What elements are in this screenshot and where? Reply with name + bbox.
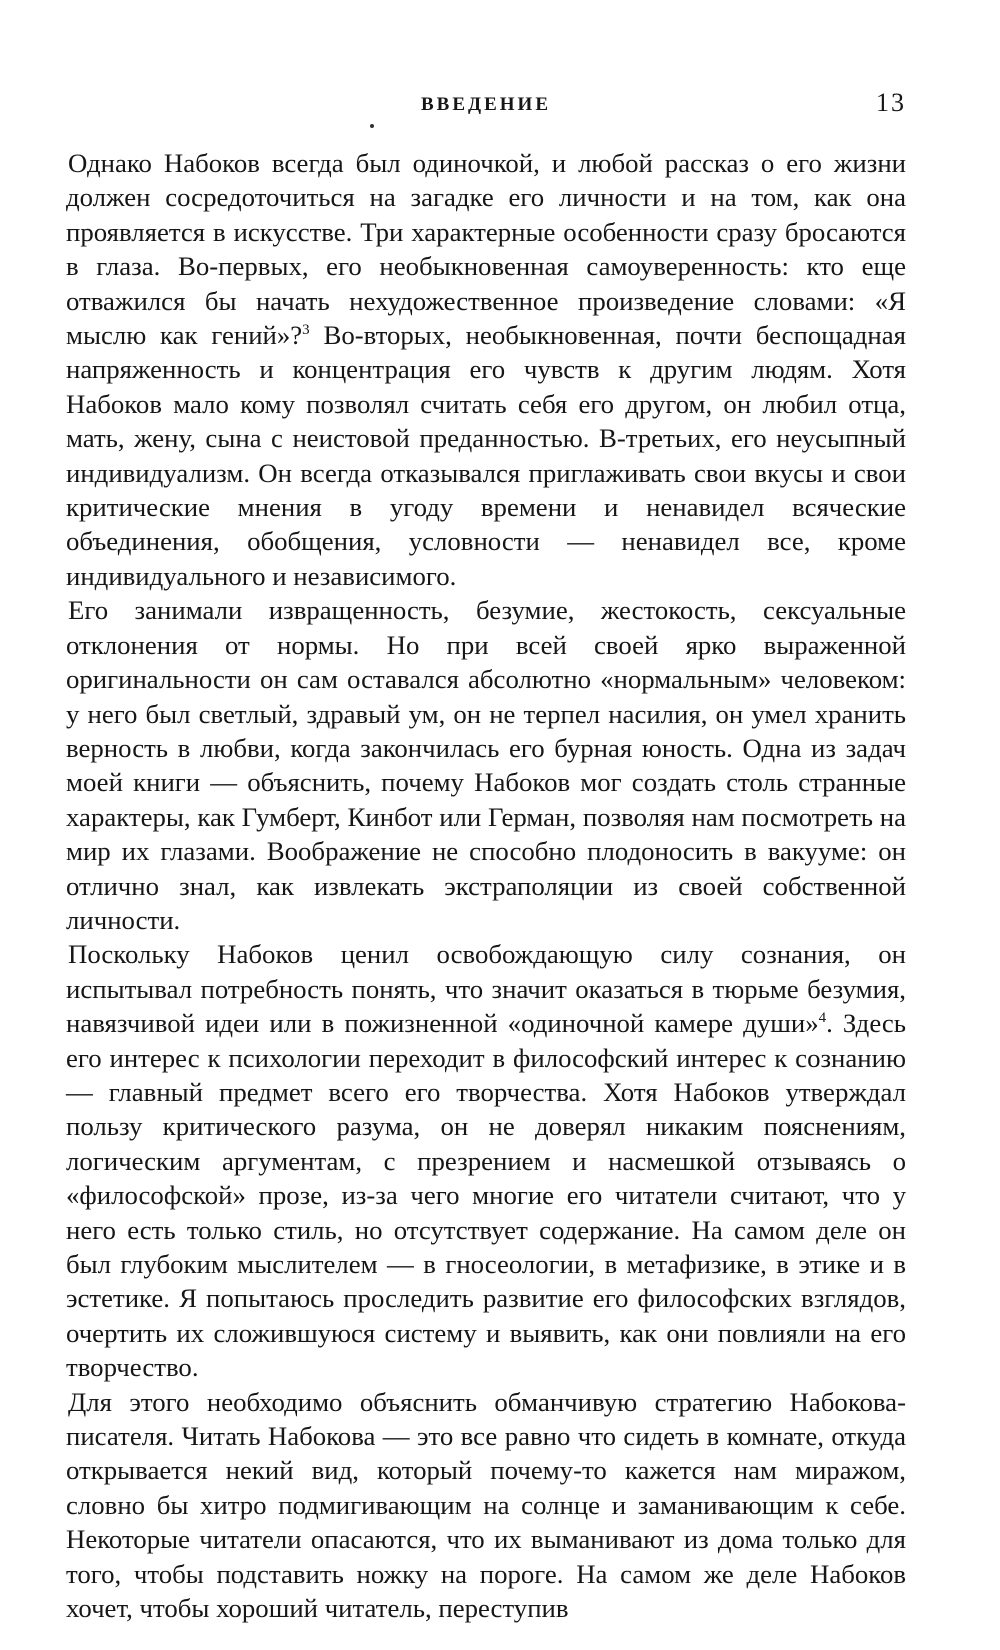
paragraph-3-text-after: . Здесь его интерес к психологии переходит в философский интерес к сознанию — главный предмет всего его творчества. Хотя Набоков утверждал пользу критического разума, он не доверял никаким пояснениям, логическим аргументам, с презрением и насмешкой отзываясь о «философской» прозе, из-за чего многие его читатели считают, что у него есть только стиль, но отсутствует содержание. На самом деле он был глубоким мыслителем — в гносеологии, в метафизике, в этике и в эстетике. Я попытаюсь проследить развитие его философских взглядов, очертить их сложившуюся систему и выявить, как они повлияли на его творчество. [66, 1008, 906, 1383]
running-head [66, 88, 906, 122]
running-title: ВВЕДЕНИЕ [421, 94, 551, 115]
paragraph-1 [66, 146, 906, 593]
print-speck [370, 124, 374, 128]
paragraph-2-text: Его занимали извращенность, безумие, жестокость, сексуальные отклонения от нормы. Но при всей своей ярко выраженной оригинальности он сам оставался абсолютно «нормальным» человеком: у него был светлый, здравый ум, он не терпел насилия, он умел хранить верность в любви, когда закончилась его бурная юность. Одна из задач моей книги — объяснить, почему Набоков мог создать столь странные характеры, как Гумберт, Кинбот или Герман, позволяя нам посмотреть на мир их глазами. Воображение не способно плодоносить в вакууме: он отлично знал, как извлекать экстраполяции из своей собственной личности. [66, 595, 906, 935]
body-text [66, 146, 906, 1625]
paragraph-4-text: Для этого необходимо объяснить обманчивую стратегию Набокова-писателя. Читать Набокова — это все равно что сидеть в комнате, откуда открывается некий вид, который почему-то кажется нам миражом, словно бы хитро подмигивающим на солнце и заманивающим к себе. Некоторые читатели опасаются, что их выманивают из дома только для того, чтобы подставить ножку на пороге. На самом же деле Набоков хочет, чтобы хороший читатель, переступив [66, 1386, 906, 1624]
paragraph-1-text-before: Однако Набоков всегда был одиночкой, и любой рассказ о его жизни должен сосредоточиться на загадке его личности и на том, как она проявляется в искусстве. Три характерные особенности сразу бросаются в глаза. Во-первых, его необыкновенная самоуверенность: кто еще отважился бы начать нехудожественное произведение словами: «Я мыслю как гений»? [66, 148, 906, 351]
paragraph-1-text-after: Во-вторых, необыкновенная, почти беспощадная напряженность и концентрация его чувств к другим людям. Хотя Набоков мало кому позволял считать себя его другом, он любил отца, мать, жену, сына с неистовой преданностью. В-третьих, его неусыпный индивидуализм. Он всегда отказывался приглаживать свои вкусы и свои критические мнения в угоду времени и ненавидел всяческие объединения, обобщения, условности — ненавидел все, кроме индивидуального и независимого. [66, 320, 906, 591]
paragraph-3 [66, 937, 906, 1384]
paragraph-2 [66, 593, 906, 937]
footnote-marker-3: 3 [302, 322, 310, 339]
paragraph-4 [66, 1385, 906, 1626]
page-number: 13 [876, 88, 906, 117]
footnote-marker-4: 4 [818, 1010, 827, 1027]
paragraph-3-text-before: Поскольку Набоков ценил освобождающую силу сознания, он испытывал потребность понять, что значит оказаться в тюрьме безумия, навязчивой идеи или в пожизненной «одиночной камере души» [66, 939, 906, 1039]
